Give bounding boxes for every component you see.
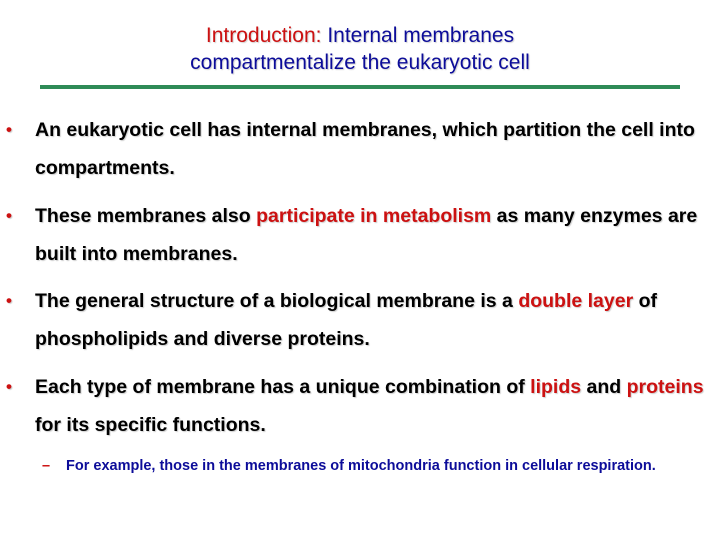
bullet-2-text-before: These membranes also <box>35 205 257 227</box>
bullet-2-text-after: as many enzymes are built into membranes. <box>35 205 698 265</box>
bullet-marker: • <box>6 206 12 225</box>
bullet-4-highlight-proteins: proteins <box>626 376 704 398</box>
title-label: Introduction: <box>205 24 322 47</box>
bullet-4-text-before: Each type of membrane has a unique combination of <box>35 376 531 398</box>
bullet-4 <box>6 368 715 444</box>
bullet-4-text-after: for its specific functions. <box>35 414 266 436</box>
title-line1: Internal membranes <box>327 24 515 47</box>
sub-bullet <box>42 452 706 481</box>
bullet-4-text-mid: and <box>581 376 627 398</box>
bullet-marker: • <box>6 377 12 396</box>
bullet-3-text-after: of phospholipids and diverse proteins. <box>35 290 658 350</box>
sub-bullet-marker: – <box>42 458 51 474</box>
title-divider <box>40 85 680 89</box>
bullet-3 <box>6 282 715 358</box>
title-line2: compartmentalize the eukaryotic cell <box>190 51 530 74</box>
slide-title <box>0 22 720 76</box>
bullet-3-text-before: The general structure of a biological membrane is a <box>35 290 519 312</box>
sub-bullet-text: For example, those in the membranes of mitochondria function in cellular respiration. <box>66 458 656 474</box>
bullet-2 <box>6 197 715 273</box>
bullet-2-highlight: participate in metabolism <box>256 205 492 227</box>
bullet-3-highlight: double layer <box>518 290 634 312</box>
bullet-marker: • <box>6 120 12 139</box>
bullet-4-highlight-lipids: lipids <box>530 376 582 398</box>
bullet-1 <box>6 111 715 187</box>
bullet-marker: • <box>6 291 12 310</box>
bullet-1-text: An eukaryotic cell has internal membranes, which partition the cell into compartments. <box>35 119 695 179</box>
